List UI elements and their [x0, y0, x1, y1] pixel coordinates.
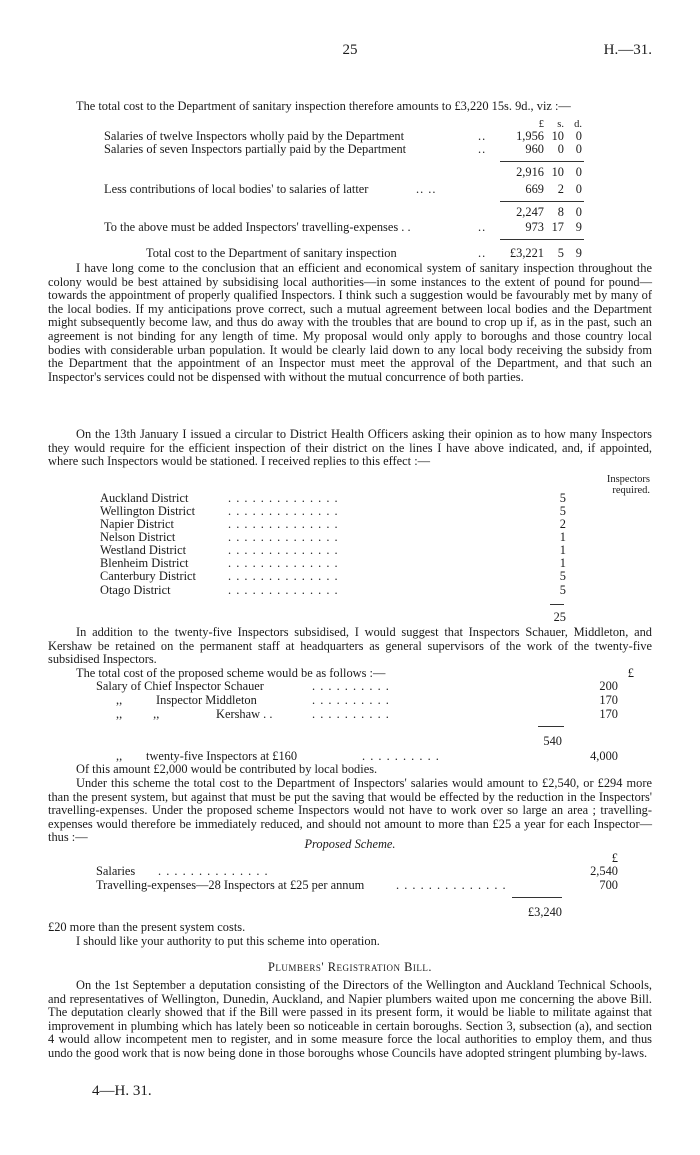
scheme-leader: . . . . . . . . . . [312, 693, 390, 707]
cost-row-label: Salaries of seven Inspectors partially paid by the Department [104, 142, 407, 156]
district-name: Canterbury District [100, 569, 197, 583]
cost-row-shillings: 0 [557, 142, 564, 156]
scheme-row-value: 4,000 [590, 749, 618, 763]
cost-row-pence: 0 [575, 165, 582, 179]
scheme-row [96, 708, 636, 722]
cost-row-leader: .. [478, 220, 487, 234]
scheme-subtotal-value: 540 [543, 734, 562, 748]
proposed-leader: . . . . . . . . . . . . . . [396, 878, 507, 892]
total-rule [500, 239, 584, 240]
proposed-total-rule [512, 897, 562, 898]
intro-paragraph: The total cost to the Department of sanitary inspection therefore amounts to £3,220 15s. 9d., viz :— [76, 99, 571, 113]
cost-row-pence: 0 [575, 182, 582, 196]
cost-row-leader: .. [478, 129, 487, 143]
cost-total-row [146, 247, 652, 261]
cost-total-label: Total cost to the Department of sanitary inspection [146, 246, 397, 260]
cost-row-pounds: 2,916 [516, 165, 544, 179]
cost-row-pence: 0 [575, 205, 582, 219]
body-paragraph: I have long come to the conclusion that an efficient and economical system of sanitary inspection throughout the colony would be best attained by subsidising local authorities—in some instances to the extent of pound for pound—towards the appointment of properly qualified Inspectors. I think such a suggestion would be favourably met by many of the local bodies. If my anticipations prove correct, such a mutual agreement between local bodies and the Department might subsequently become law, and thus do away with the troubles that are bound to crop up if, as in the past, such an agreement is not binding for any length of time. My proposal would only apply to boroughs and those country local bodies with considerable urban population. It would be clearly laid down to any local body receiving the subsidy from the Department that the appointment of an Inspector must meet the approval of the Department, and that such an Inspector's services could not be dispensed with without the mutual concurrence of both parties. [48, 261, 652, 384]
district-name: Wellington District [100, 504, 196, 518]
body-paragraph: £20 more than the present system costs. [48, 920, 246, 934]
scheme-leader: . . . . . . . . . . [362, 749, 440, 763]
cost-row-shillings: 10 [551, 129, 564, 143]
shillings-column-header: s. [557, 119, 564, 130]
district-leader: . . . . . . . . . . . . . . [228, 517, 339, 531]
scheme-row-label: Salary of Chief Inspector Schauer [96, 679, 264, 693]
scheme-leader: . . . . . . . . . . [312, 707, 390, 721]
scheme-currency: £ [627, 666, 634, 680]
districts-header-line: required. [612, 485, 650, 496]
district-leader: . . . . . . . . . . . . . . [228, 583, 339, 597]
proposed-total-value: £3,240 [527, 905, 562, 919]
ditto-mark: ,, [116, 693, 123, 707]
districts-total-rule [550, 604, 564, 605]
proposed-currency: £ [611, 851, 618, 865]
page-header [48, 44, 652, 64]
district-leader: . . . . . . . . . . . . . . [228, 530, 339, 544]
cost-total-shillings: 5 [557, 246, 564, 260]
proposed-row [96, 865, 636, 879]
cost-row-pounds: 2,247 [516, 205, 544, 219]
proposed-row-value: 700 [536, 879, 618, 893]
page-number: 25 [342, 42, 358, 58]
body-paragraph: I should like your authority to put this scheme into operation. [76, 934, 380, 948]
district-value: 5 [559, 491, 566, 505]
cost-row-leader: .. [478, 246, 487, 260]
districts-total [550, 611, 566, 625]
district-leader: . . . . . . . . . . . . . . [228, 569, 339, 583]
proposed-leader: . . . . . . . . . . . . . . [158, 864, 269, 878]
scheme-subtotal [538, 735, 618, 749]
district-name: Blenheim District [100, 556, 189, 570]
district-leader: . . . . . . . . . . . . . . [228, 543, 339, 557]
district-value: 1 [559, 530, 566, 544]
cost-row-leader: .. [478, 142, 487, 156]
districts-total-value: 25 [553, 610, 566, 624]
cost-row-pence: 0 [575, 142, 582, 156]
district-value: 1 [559, 556, 566, 570]
proposed-row-label: Salaries [96, 864, 136, 878]
cost-row-pounds: 973 [525, 220, 544, 234]
pence-column-header: d. [574, 119, 582, 130]
cost-row-pence: 9 [575, 220, 582, 234]
districts-header-line: Inspectors [606, 474, 650, 485]
scheme-row-label: Inspector Middleton [156, 693, 257, 707]
scheme-intro: The total cost of the proposed scheme would be as follows :— [76, 666, 386, 680]
subtotal-rule [500, 161, 584, 162]
district-value: 5 [559, 504, 566, 518]
scheme-leader: . . . . . . . . . . [312, 679, 390, 693]
ditto-mark: ,, [116, 749, 123, 763]
cost-subtotal-row [104, 206, 652, 220]
section-title: Plumbers' Registration Bill. [268, 960, 432, 974]
cost-row-shillings: 17 [551, 220, 564, 234]
scheme-row-value: 170 [599, 707, 618, 721]
cost-row-label: Less contributions of local bodies' to salaries of latter [104, 182, 369, 196]
cost-row-pounds: 960 [525, 142, 544, 156]
cost-total-pence: 9 [575, 246, 582, 260]
cost-row-shillings: 10 [551, 165, 564, 179]
body-paragraph: Under this scheme the total cost to the Department of Inspectors' salaries would amount to £2,540, or £294 more than the present system, but against that must be put the saving that would be effected by the reduction in the Inspectors' travelling-expenses. Under the proposed scheme Inspectors would not have to work over so large an area ; travelling-expenses would therefore be immediately reduced, and should not amount to more than £25 a year for each Inspector—thus :— [48, 776, 652, 845]
ditto-mark: ,, ,, [116, 707, 160, 721]
document-reference: H.—31. [603, 42, 652, 58]
district-value: 5 [559, 569, 566, 583]
scheme-row [96, 680, 636, 694]
scheme-row-label: Kershaw . . [216, 707, 273, 721]
pounds-column-header: £ [538, 119, 544, 130]
cost-row-pounds: 1,956 [516, 129, 544, 143]
cost-row-shillings: 2 [557, 182, 564, 196]
cost-row-pounds: 669 [525, 182, 544, 196]
district-leader: . . . . . . . . . . . . . . [228, 556, 339, 570]
scheme-row-value: 200 [599, 679, 618, 693]
district-value: 2 [559, 517, 566, 531]
proposed-row [96, 879, 636, 893]
cost-row-shillings: 8 [557, 205, 564, 219]
district-leader: . . . . . . . . . . . . . . [228, 491, 339, 505]
scheme-subtotal-rule [538, 726, 564, 727]
district-name: Otago District [100, 583, 171, 597]
body-paragraph: In addition to the twenty-five Inspectors subsidised, I would suggest that Inspectors Schauer, Middleton, and Kershaw be retained on the permanent staff at headquarters as general supervisors of the work of the twenty-five subsidised Inspectors. [48, 625, 652, 667]
cost-row [104, 221, 652, 235]
proposed-row-value: 2,540 [590, 864, 618, 878]
district-value: 1 [559, 543, 566, 557]
district-value: 5 [559, 583, 566, 597]
body-paragraph: Of this amount £2,000 would be contributed by local bodies. [76, 762, 378, 776]
cost-subtotal-row [104, 166, 652, 180]
cost-row [104, 143, 652, 157]
cost-row-label: Salaries of twelve Inspectors wholly paid by the Department [104, 129, 405, 143]
scheme-row-label: twenty-five Inspectors at £160 [146, 749, 298, 763]
cost-total-pounds: £3,221 [509, 246, 544, 260]
proposed-row-label: Travelling-expenses—28 Inspectors at £25 per annum [96, 878, 365, 892]
subtotal-rule [500, 201, 584, 202]
proposed-scheme-title: Proposed Scheme. [304, 837, 396, 851]
district-name: Auckland District [100, 491, 189, 505]
page-footer-reference: 4—H. 31. [92, 1083, 152, 1099]
body-paragraph: On the 1st September a deputation consisting of the Directors of the Wellington and Auckland Technical Schools, and representatives of Wellington, Dunedin, Auckland, and Napier plumbers waited upon me concerning the above Bill. The deputation clearly showed that if the Bill were passed in its present form, it would be liable to militate against that improvement in plumbing which has lately been so noticeable in certain boroughs. Section 3, subsection (a), and section 4 would allow incompetent men to register, and in some measure force the local authorities to employ them, and thus undo the good work that is now being done in those boroughs whose Councils have adopted stringent plumbing by-laws. [48, 978, 652, 1060]
scheme-row-value: 170 [599, 693, 618, 707]
body-paragraph: On the 13th January I issued a circular to District Health Officers asking their opinion as to how many Inspectors they would require for the efficient inspection of their district on the lines I have above indicated, and, if appointed, where such Inspectors would be stationed. I received replies to this effect :— [48, 427, 652, 469]
district-name: Napier District [100, 517, 174, 531]
district-row [100, 584, 570, 598]
scheme-row [96, 694, 636, 708]
proposed-total [500, 906, 562, 920]
district-name: Nelson District [100, 530, 176, 544]
cost-row [104, 183, 652, 197]
district-name: Westland District [100, 543, 187, 557]
cost-row-pence: 0 [575, 129, 582, 143]
district-row [100, 570, 570, 584]
cost-row-label: To the above must be added Inspectors' travelling-expenses . . [104, 220, 411, 234]
cost-row-leader: .. .. [416, 182, 437, 196]
districts-header [560, 473, 650, 496]
district-leader: . . . . . . . . . . . . . . [228, 504, 339, 518]
